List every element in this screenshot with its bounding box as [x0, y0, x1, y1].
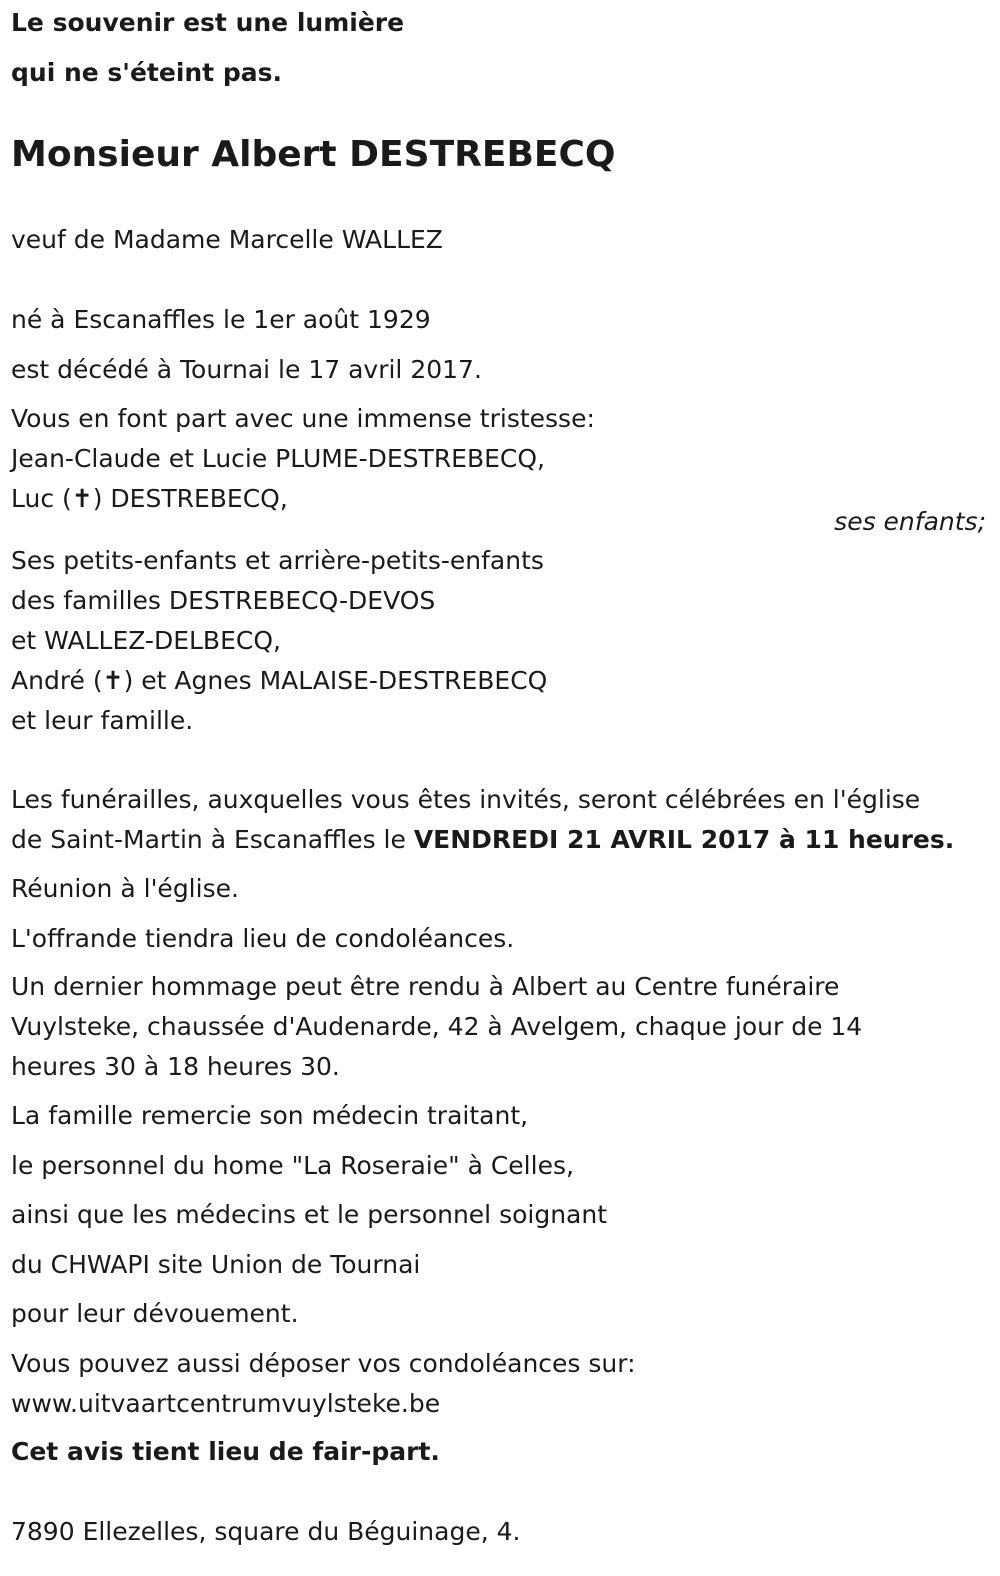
children-line-2: Luc (✝) DESTREBECQ, [11, 484, 288, 513]
birth-line: né à Escanaffles le 1er août 1929 [11, 305, 431, 334]
grandchildren-line-5: et leur famille. [11, 706, 194, 735]
widower-line: veuf de Madame Marcelle WALLEZ [11, 225, 443, 254]
funeral-line-2 [11, 825, 954, 855]
funeral-date: VENDREDI 21 AVRIL 2017 à 11 heures. [413, 825, 955, 854]
funeral-line-1: Les funérailles, auxquelles vous êtes invités, seront célébrées en l'église [11, 785, 921, 814]
condolences-line: Vous pouvez aussi déposer vos condoléances sur: [11, 1349, 636, 1378]
grandchildren-line-3: et WALLEZ-DELBECQ, [11, 626, 281, 655]
thanks-line-2: le personnel du home "La Roseraie" à Celles, [11, 1151, 574, 1180]
quote-line-1: Le souvenir est une lumière [11, 8, 405, 37]
thanks-line-5: pour leur dévouement. [11, 1299, 299, 1328]
notice-line: Cet avis tient lieu de fair-part. [11, 1437, 440, 1466]
tribute-line-3: heures 30 à 18 heures 30. [11, 1052, 340, 1081]
children-line-1: Jean-Claude et Lucie PLUME-DESTREBECQ, [11, 444, 546, 473]
death-line: est décédé à Tournai le 17 avril 2017. [11, 355, 482, 384]
tribute-line-1: Un dernier hommage peut être rendu à Albert au Centre funéraire [11, 972, 840, 1001]
children-label: ses enfants; [834, 507, 986, 536]
thanks-line-3: ainsi que les médecins et le personnel soignant [11, 1200, 608, 1229]
quote-line-2: qui ne s'éteint pas. [11, 58, 282, 87]
condolences-url[interactable]: www.uitvaartcentrumvuylsteke.be [11, 1389, 441, 1418]
deceased-name: Monsieur Albert DESTREBECQ [11, 134, 616, 175]
thanks-line-1: La famille remercie son médecin traitant, [11, 1101, 529, 1130]
address-line: 7890 Ellezelles, square du Béguinage, 4. [11, 1517, 521, 1546]
grandchildren-line-2: des familles DESTREBECQ-DEVOS [11, 586, 436, 615]
offering-line: L'offrande tiendra lieu de condoléances. [11, 924, 515, 953]
thanks-line-4: du CHWAPI site Union de Tournai [11, 1250, 421, 1279]
grandchildren-line-4: André (✝) et Agnes MALAISE-DESTREBECQ [11, 666, 548, 695]
grandchildren-line-1: Ses petits-enfants et arrière-petits-enfants [11, 546, 544, 575]
reunion-line: Réunion à l'église. [11, 874, 239, 903]
funeral-place: de Saint-Martin à Escanaffles le [11, 825, 414, 854]
tribute-line-2: Vuylsteke, chaussée d'Audenarde, 42 à Avelgem, chaque jour de 14 [11, 1012, 863, 1041]
announce-line: Vous en font part avec une immense tristesse: [11, 404, 595, 433]
